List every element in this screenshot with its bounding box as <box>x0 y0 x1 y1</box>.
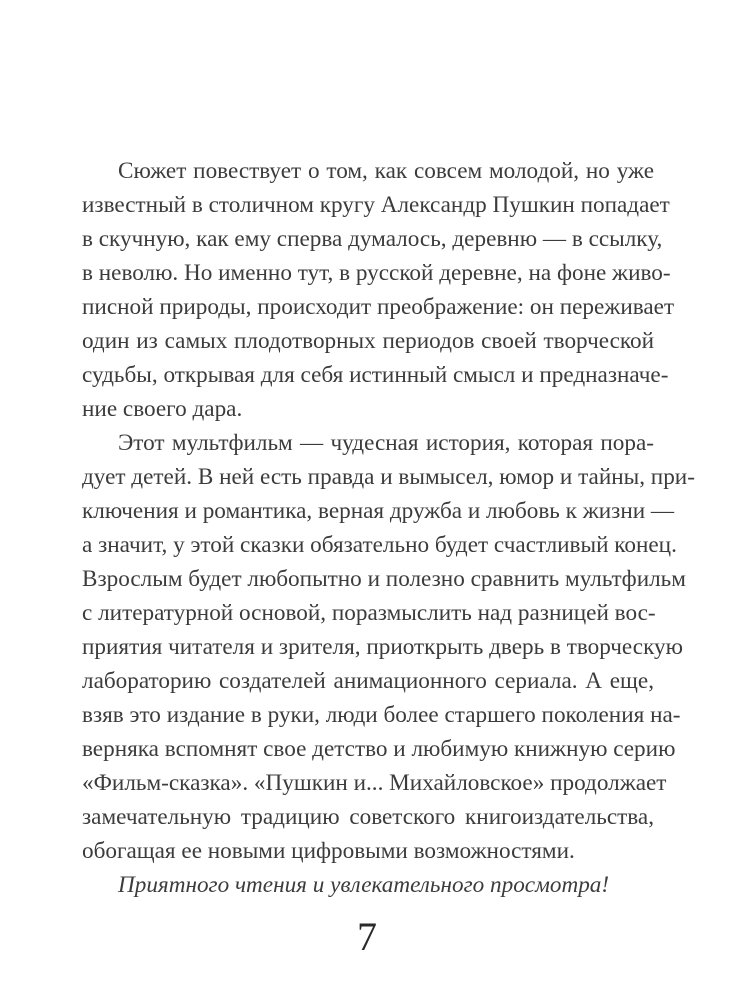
paragraph-1-line-4: в неволю. Но именно тут, в русской деревне, на фоне живо- <box>82 260 671 286</box>
paragraph-2-line-5: Взрослым будет любопытно и полезно сравнить мультфильм <box>82 566 686 592</box>
paragraph-2-line-12: замечательную традицию советского книгоиздательства, <box>82 804 654 830</box>
page-number: 7 <box>357 914 377 959</box>
paragraph-2-line-1: Этот мультфильм — чудесная история, которая пора- <box>118 430 654 456</box>
paragraph-2-line-8: лабораторию создателей анимационного сериала. А еще, <box>82 668 654 694</box>
paragraph-2-line-9: взяв это издание в руки, люди более старшего поколения на- <box>82 702 681 728</box>
paragraph-2-line-6: с литературной основой, поразмыслить над разницей вос- <box>82 600 656 626</box>
paragraph-2-line-13: обогащая ее новыми цифровыми возможностями. <box>82 838 575 864</box>
paragraph-1-line-1: Сюжет повествует о том, как совсем молодой, но уже <box>118 158 654 184</box>
paragraph-1-line-3: в скучную, как ему сперва думалось, деревню — в ссылку, <box>82 226 663 252</box>
paragraph-1-line-2: известный в столичном кругу Александр Пушкин попадает <box>82 192 670 218</box>
paragraph-1-line-5: писной природы, происходит преображение: он переживает <box>82 294 675 320</box>
paragraph-2-line-10: верняка вспомнят свое детство и любимую книжную серию <box>82 736 676 762</box>
paragraph-2-line-7: приятия читателя и зрителя, приоткрыть дверь в творческую <box>82 634 683 660</box>
paragraph-1-line-8: ние своего дара. <box>82 396 243 422</box>
closing-line: Приятного чтения и увлекательного просмотра! <box>118 872 610 898</box>
paragraph-2-line-3: ключения и романтика, верная дружба и любовь к жизни — <box>82 498 675 524</box>
paragraph-1-line-7: судьбы, открывая для себя истинный смысл и предназначе- <box>82 362 669 388</box>
paragraph-2-line-11: «Фильм-сказка». «Пушкин и... Михайловское» продолжает <box>82 770 667 796</box>
paragraph-2-line-2: дует детей. В ней есть правда и вымысел, юмор и тайны, при- <box>82 464 695 490</box>
paragraph-2-line-4: а значит, у этой сказки обязательно будет счастливый конец. <box>82 532 677 558</box>
paragraph-1-line-6: один из самых плодотворных периодов своей творческой <box>82 328 654 354</box>
